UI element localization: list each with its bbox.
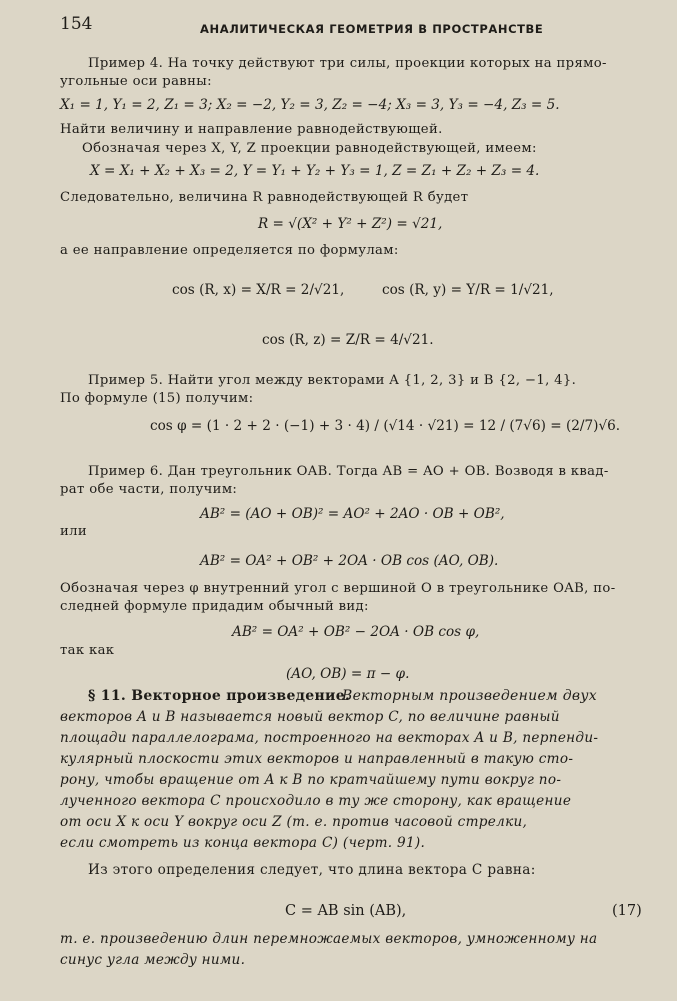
formula-number: (17): [612, 903, 642, 919]
ex6-line2: рат обе части, получим:: [60, 482, 238, 497]
section-heading: § 11. Векторное произведение.: [88, 688, 351, 704]
section-closing-2: синус угла между ними.: [60, 952, 246, 968]
ex6-or: или: [60, 524, 88, 539]
ex5-formula: cos φ = (1 · 2 + 2 · (−1) + 3 · 4) / (√14 · √21) = 12 / (7√6) = (2/7)√6.: [150, 418, 621, 434]
ex6-line1: Пример 6. Дан треугольник OAB. Тогда AB = AO + OB. Возводя в квад-: [88, 464, 609, 479]
ex6-eq4: (AO, OB) = π − φ.: [286, 666, 410, 682]
section-text-5: лученного вектора C происходило в ту же сторону, как вращение: [60, 793, 572, 809]
ex4-values: X₁ = 1, Y₁ = 2, Z₁ = 3; X₂ = −2, Y₂ = 3, Z₂ = −4; X₃ = 3, Y₃ = −4, Z₃ = 5.: [60, 97, 560, 113]
ex6-eq2: AB² = OA² + OB² + 2OA · OB cos (AO, OB).: [200, 553, 499, 569]
section-text-4: рону, чтобы вращение от A к B по кратчайшему пути вокруг по-: [60, 772, 562, 788]
ex6-line4: следней формуле придадим обычный вид:: [60, 599, 369, 614]
ex4-cos-z: cos (R, z) = Z/R = 4/√21.: [262, 332, 434, 348]
ex4-magnitude: R = √(X² + Y² + Z²) = √21,: [258, 216, 443, 232]
ex6-line3: Обозначая через φ внутренний угол с вершиной O в треугольнике OAB, по-: [60, 581, 616, 596]
ex6-eq3: AB² = OA² + OB² − 2OA · OB cos φ,: [232, 624, 480, 640]
page-number: 154: [60, 14, 93, 34]
section-formula: C = AB sin (AB),: [285, 903, 407, 919]
section-text-0: Векторным произведением двух: [342, 688, 597, 704]
ex4-cos-x: cos (R, x) = X/R = 2/√21,: [172, 282, 345, 298]
ex4-sums: X = X₁ + X₂ + X₃ = 2, Y = Y₁ + Y₂ + Y₃ = 1, Z = Z₁ + Z₂ + Z₃ = 4.: [90, 163, 540, 179]
section-text-1: векторов A и B называется новый вектор C, по величине равный: [60, 709, 560, 725]
ex4-line2: угольные оси равны:: [60, 74, 212, 89]
section-text-3: кулярный плоскости этих векторов и направленный в такую сто-: [60, 751, 574, 767]
section-text-2: площади параллелограма, построенного на векторах A и B, перпенди-: [60, 730, 599, 746]
ex5-line2: По формуле (15) получим:: [60, 391, 254, 406]
running-title: АНАЛИТИЧЕСКАЯ ГЕОМЕТРИЯ В ПРОСТРАНСТВЕ: [200, 22, 544, 36]
ex4-cos-y: cos (R, y) = Y/R = 1/√21,: [382, 282, 554, 298]
ex4-line4: Обозначая через X, Y, Z проекции равнодействующей, имеем:: [82, 141, 537, 156]
ex6-eq1: AB² = (AO + OB)² = AO² + 2AO · OB + OB²,: [200, 506, 505, 522]
ex6-since: так как: [60, 643, 115, 658]
ex5-line1: Пример 5. Найти угол между векторами A {1, 2, 3} и B {2, −1, 4}.: [88, 373, 577, 388]
ex4-line5: Следовательно, величина R равнодействующей R будет: [60, 190, 469, 205]
section-text-6: от оси X к оси Y вокруг оси Z (т. е. против часовой стрелки,: [60, 814, 528, 830]
ex4-line6: а ее направление определяется по формулам:: [60, 243, 399, 258]
section-text-7: если смотреть из конца вектора C) (черт. 91).: [60, 835, 426, 851]
ex4-line3: Найти величину и направление равнодействующей.: [60, 122, 443, 137]
ex4-line1: Пример 4. На точку действуют три силы, проекции которых на прямо-: [88, 56, 607, 71]
section-follow: Из этого определения следует, что длина вектора C равна:: [88, 862, 536, 878]
section-closing-1: т. е. произведению длин перемножаемых векторов, умноженному на: [60, 931, 598, 947]
